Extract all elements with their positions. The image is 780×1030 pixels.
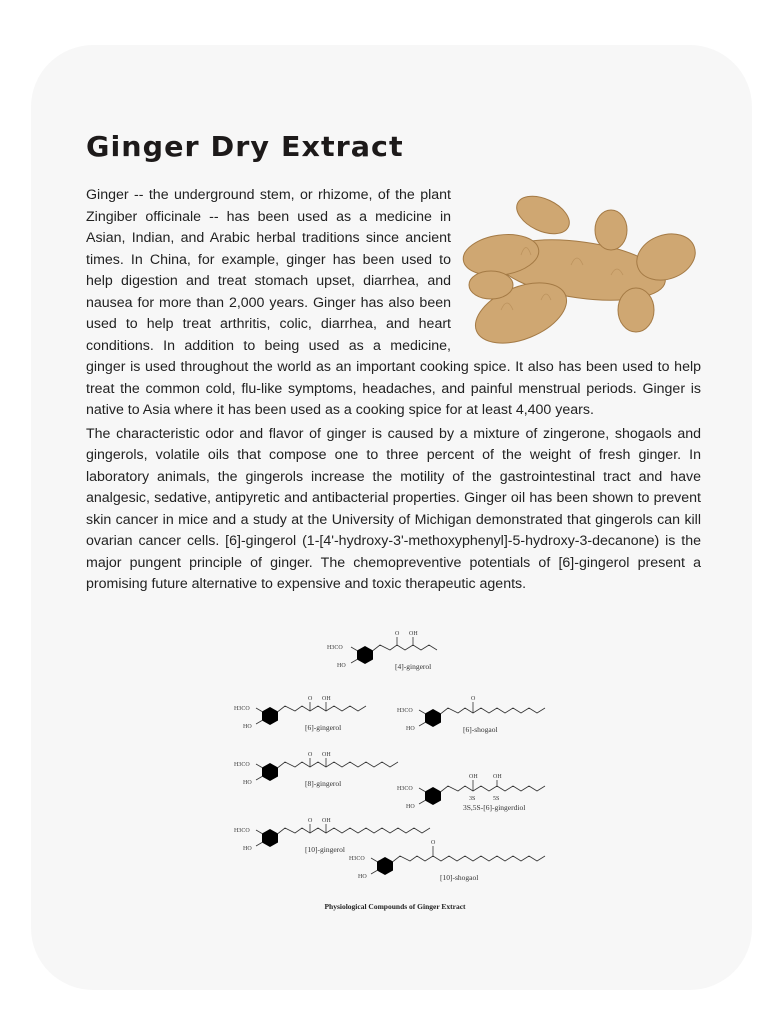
stereo-label: 3S [469,796,476,802]
methoxy-label: H3CO [327,645,343,651]
compound-6-gingerol [234,696,366,732]
figure-caption: Physiological Compounds of Ginger Extract [324,902,466,911]
svg-text:OH: OH [322,752,331,758]
compound-10-gingerol [234,818,430,854]
svg-text:O: O [471,696,476,702]
compound-label: [6]-gingerol [305,723,342,732]
svg-text:OH: OH [493,774,502,780]
svg-text:HO: HO [243,724,252,730]
svg-text:O: O [308,696,313,702]
compound-10-shogaol [349,840,545,882]
compound-label: [6]-shogaol [463,725,498,734]
svg-text:H3CO: H3CO [349,856,365,862]
svg-text:O: O [308,818,313,824]
paragraph-1: Ginger -- the underground stem, or rhizome, of the plant Zingiber officinale -- has been used as a medicine in Asian, Indian, and Arabic herbal traditions since ancient times. In China, for example, ginger has been used to help digestion and treat stomach upset, diarrhea, and nausea for more than 2,000 years. Ginger has also been used to help treat arthritis, colic, diarrhea, and heart conditions. In addition to being used as a medicine, ginger is used throughout the world as an important cooking spice. It also has been used to help treat the common cold, flu-like symptoms, headaches, and painful menstrual periods. Ginger is native to Asia where it has been used as a cooking spice for at least 4,400 years. [86,187,701,418]
compound-label: [10]-shogaol [440,873,479,882]
svg-text:H3CO: H3CO [397,786,413,792]
compound-label: [8]-gingerol [305,779,342,788]
svg-text:OH: OH [409,631,418,637]
svg-text:HO: HO [243,780,252,786]
svg-text:HO: HO [406,726,415,732]
compound-label: [4]-gingerol [395,662,432,671]
compound-4-gingerol [327,631,437,671]
compound-6-gingerdiol [397,774,545,812]
svg-text:OH: OH [322,696,331,702]
svg-text:O: O [308,752,313,758]
svg-text:OH: OH [469,774,478,780]
article-body [86,185,701,598]
compound-label: [10]-gingerol [305,845,345,854]
ginger-image [461,185,701,355]
compound-8-gingerol [234,752,398,788]
svg-text:HO: HO [358,874,367,880]
svg-text:H3CO: H3CO [234,706,250,712]
svg-text:H3CO: H3CO [234,762,250,768]
compounds-figure [225,620,565,920]
svg-text:O: O [395,631,400,637]
svg-text:O: O [431,840,436,846]
page-title: Ginger Dry Extract [86,130,404,163]
stereo-label: 5S [493,796,500,802]
svg-text:HO: HO [243,846,252,852]
svg-text:H3CO: H3CO [234,828,250,834]
compound-label: 3S,5S-[6]-gingerdiol [463,803,526,812]
paragraph-2: The characteristic odor and flavor of ginger is caused by a mixture of zingerone, shogaols and gingerols, volatile oils that compose one to three percent of the weight of fresh ginger. In laboratory animals, the gingerols increase the motility of the gastrointestinal tract and have analgesic, sedative, antipyretic and antibacterial properties. Ginger oil has been shown to prevent skin cancer in mice and a study at the University of Michigan demonstrated that gingerols can kill ovarian cancer cells. [6]-gingerol (1-[4'-hydroxy-3'-methoxyphenyl]-5-hydroxy-3-decanone) is the major pungent principle of ginger. The chemopreventive potentials of [6]-gingerol present a promising future alternative to expensive and toxic therapeutic agents. [86,425,701,592]
svg-text:H3CO: H3CO [397,708,413,714]
svg-text:OH: OH [322,818,331,824]
svg-text:HO: HO [406,804,415,810]
compound-6-shogaol [397,696,545,734]
chemical-structures [225,620,565,920]
hydroxy-label: HO [337,663,346,669]
